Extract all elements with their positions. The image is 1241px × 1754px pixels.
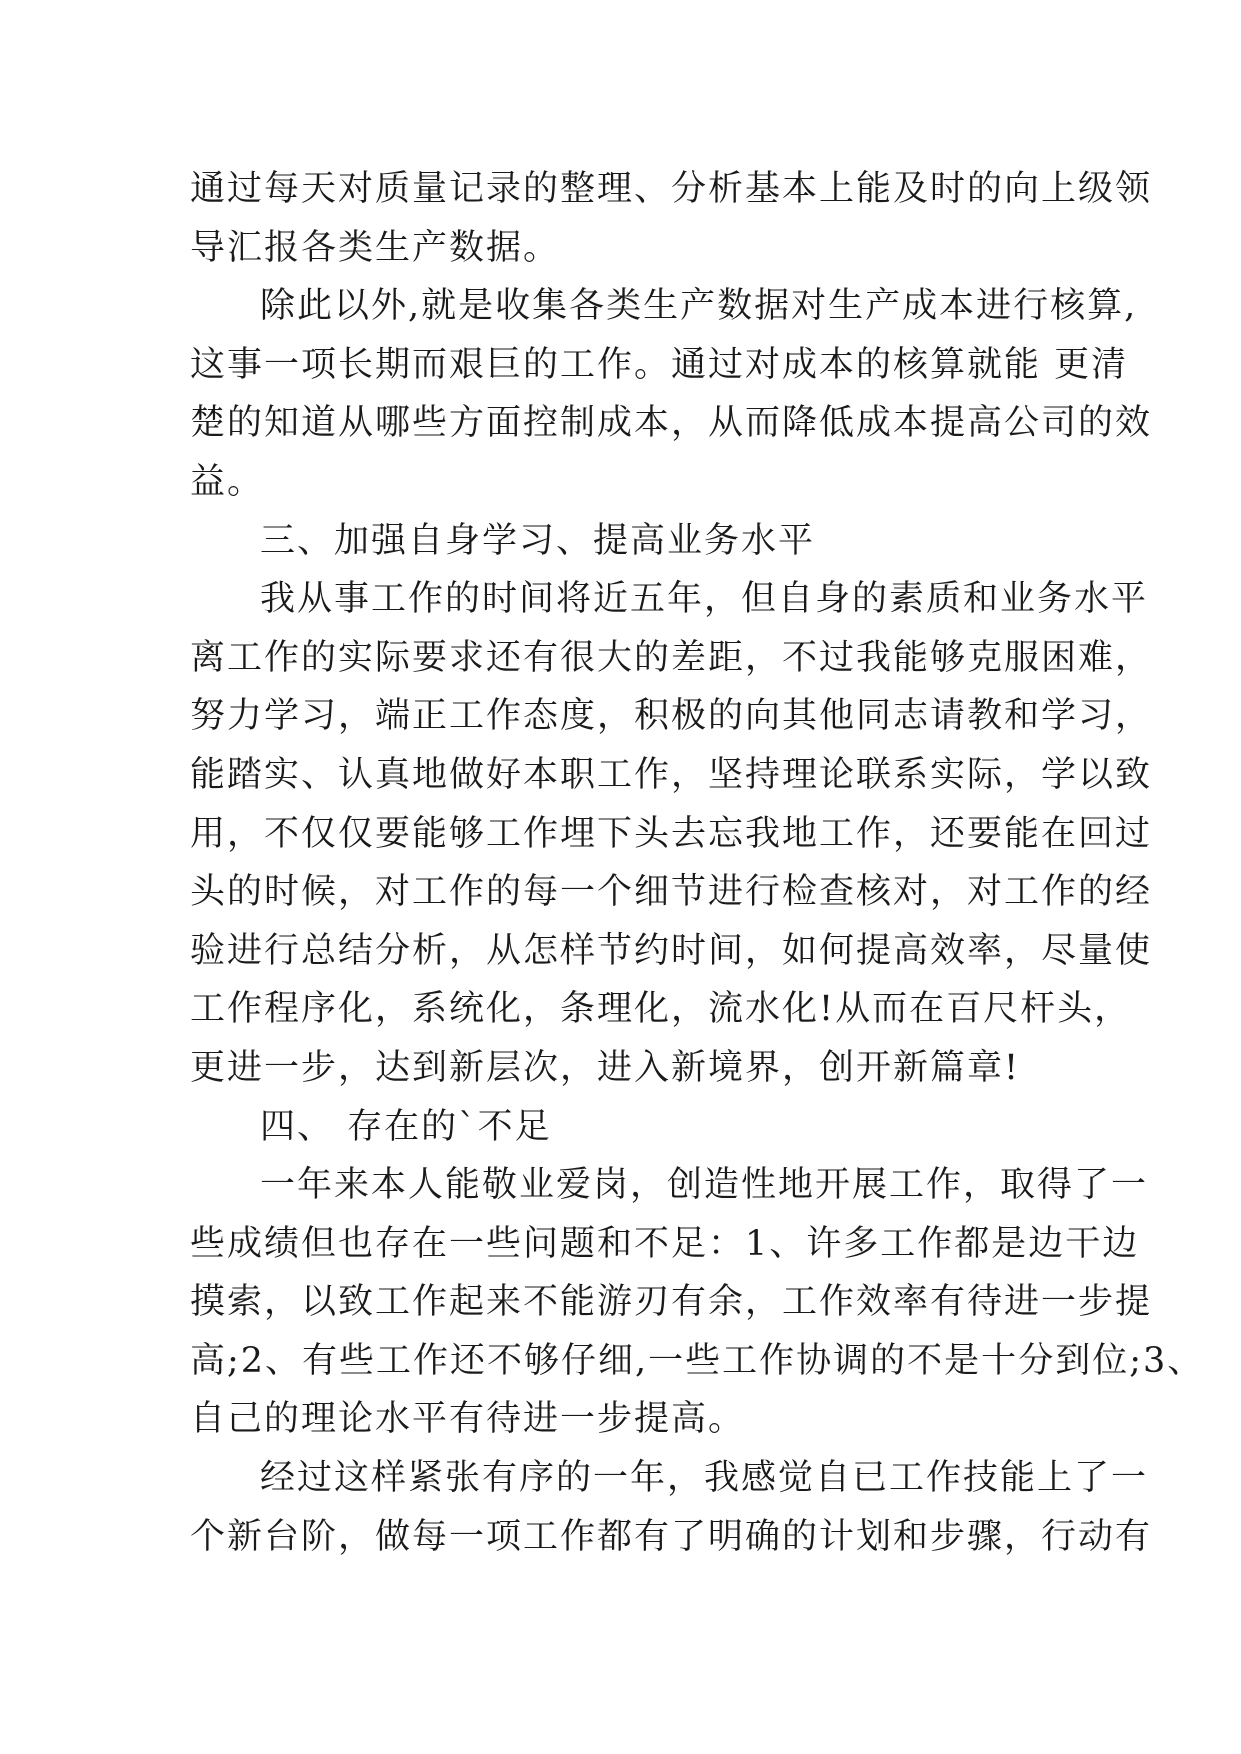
text-line: 益。 [190, 461, 265, 502]
text-line: 些成绩但也存在一些问题和不足：1、许多工作都是边干边 [190, 1223, 1140, 1264]
text-line: 一年来本人能敬业爱岗，创造性地开展工作，取得了一 [260, 1165, 1149, 1206]
section-heading: 三、加强自身学习、提高业务水平 [260, 520, 816, 561]
text-line: 通过每天对质量记录的整理、分析基本上能及时的向上级领 [190, 169, 1153, 209]
text-line: 工作程序化，系统化，条理化，流水化!从而在百尺杆头， [190, 989, 1132, 1030]
text-line: 更进一步，达到新层次，进入新境界，创开新篇章! [190, 1047, 1021, 1088]
text-line: 除此以外,就是收集各类生产数据对生产成本进行核算, [260, 286, 1138, 327]
document-body [190, 160, 1205, 1566]
text-line: 导汇报各类生产数据。 [190, 227, 561, 268]
text-line: 用，不仅仅要能够工作埋下头去忘我地工作，还要能在回过 [190, 813, 1153, 854]
text-line: 头的时候，对工作的每一个细节进行检查核对，对工作的经 [190, 872, 1153, 913]
text-line: 验进行总结分析，从怎样节约时间，如何提高效率，尽量使 [190, 930, 1153, 971]
text-line: 这事一项长期而艰巨的工作。通过对成本的核算就能 更清 [190, 344, 1129, 385]
text-line: 个新台阶，做每一项工作都有了明确的计划和步骤，行动有 [190, 1516, 1153, 1557]
text-line: 自己的理论水平有待进一步提高。 [190, 1399, 746, 1440]
text-line: 努力学习，端正工作态度，积极的向其他同志请教和学习， [190, 696, 1153, 737]
text-line: 高;2、有些工作还不够仔细,一些工作协调的不是十分到位;3、 [190, 1340, 1205, 1381]
text-line: 我从事工作的时间将近五年，但自身的素质和业务水平 [260, 579, 1149, 620]
text-line: 楚的知道从哪些方面控制成本，从而降低成本提高公司的效 [190, 403, 1153, 444]
text-line: 离工作的实际要求还有很大的差距，不过我能够克服困难， [190, 637, 1153, 678]
section-heading: 四、 存在的`不足 [260, 1106, 552, 1147]
text-line: 摸索，以致工作起来不能游刃有余，工作效率有待进一步提 [190, 1282, 1153, 1323]
text-line: 能踏实、认真地做好本职工作，坚持理论联系实际，学以致 [190, 754, 1153, 795]
text-line: 经过这样紧张有序的一年，我感觉自已工作技能上了一 [260, 1458, 1149, 1499]
